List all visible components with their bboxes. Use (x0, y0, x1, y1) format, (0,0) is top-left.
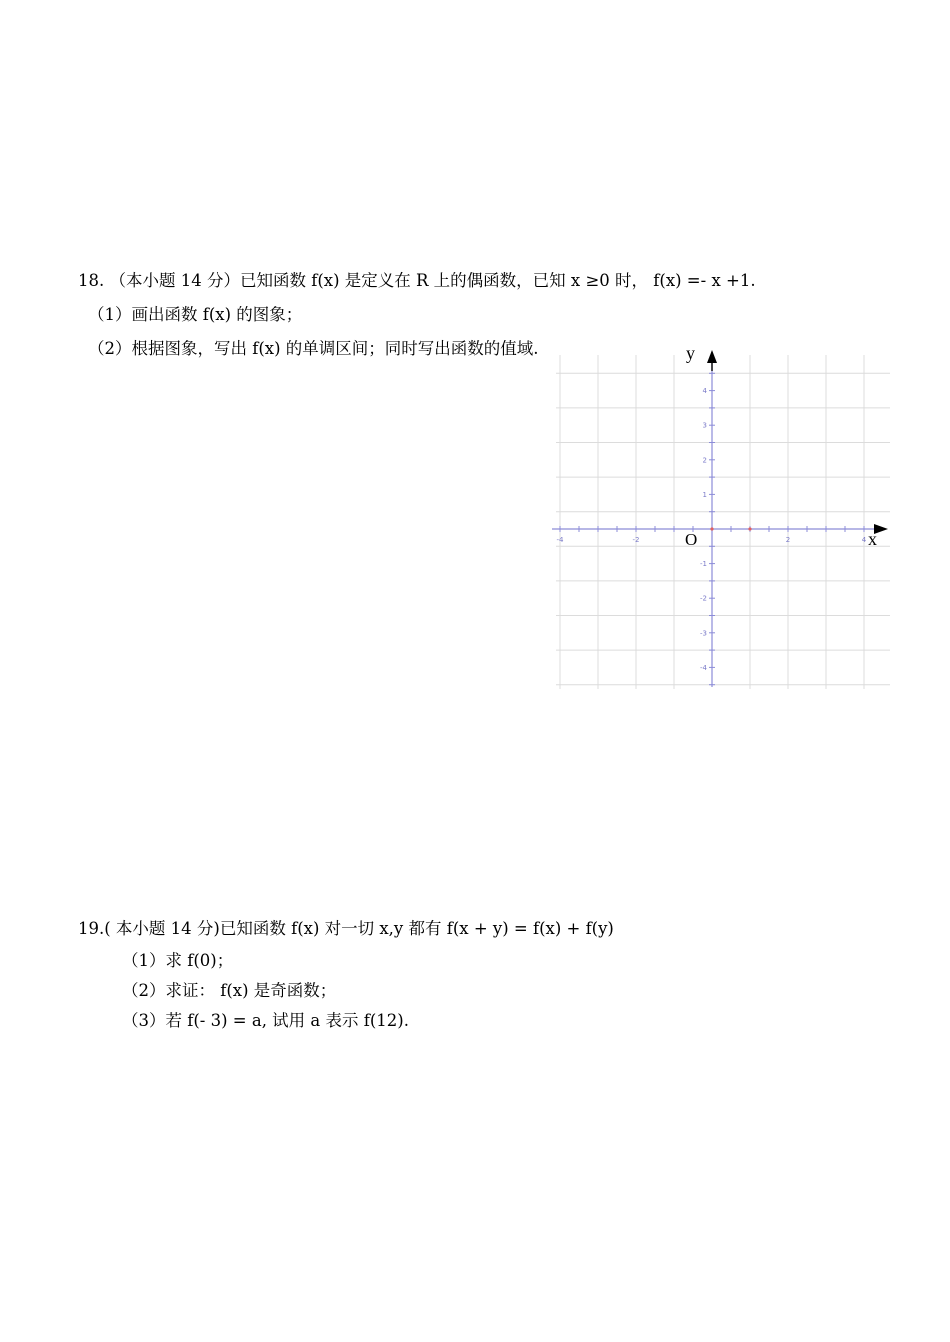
question-19-part-1: （1）求 f(0)； (122, 951, 234, 970)
axis-point-marker (748, 527, 751, 530)
y-tick-label: -3 (700, 629, 707, 638)
y-axis-arrow-icon (707, 350, 717, 363)
question-18-part-1: （1）画出函数 f(x) 的图象； (88, 305, 303, 324)
question-19-title: 19.( 本小题 14 分)已知函数 f(x) 对一切 x,y 都有 f(x + y) = f(x) + f(y) (78, 919, 614, 938)
y-axis-label: y (686, 343, 695, 363)
x-tick-label: -2 (632, 536, 640, 544)
origin-label: O (685, 530, 698, 549)
x-tick-label: 4 (861, 536, 867, 544)
y-tick-label: 2 (702, 456, 707, 465)
x-axis-label: x (868, 529, 877, 549)
x-tick-label: 2 (785, 536, 791, 544)
question-19-part-3: （3）若 f(- 3) = a, 试用 a 表示 f(12). (122, 1011, 409, 1030)
coordinate-grid (548, 343, 896, 695)
y-tick-label: -2 (700, 594, 707, 603)
y-tick-label: 4 (702, 387, 707, 396)
y-tick-label: -1 (700, 560, 707, 569)
x-tick-label: -4 (556, 536, 564, 544)
y-tick-label: 1 (702, 490, 707, 499)
question-18-part-2: （2）根据图象，写出 f(x) 的单调区间；同时写出函数的值域. (88, 339, 539, 358)
axis-point-marker (710, 527, 713, 530)
y-tick-label: -4 (700, 663, 707, 672)
question-18-title: 18. （本小题 14 分）已知函数 f(x) 是定义在 R 上的偶函数，已知 x ≥0 时， f(x) =- x +1. (78, 271, 756, 290)
question-19-part-2: （2）求证： f(x) 是奇函数； (122, 981, 337, 1000)
y-tick-label: 3 (702, 421, 707, 430)
